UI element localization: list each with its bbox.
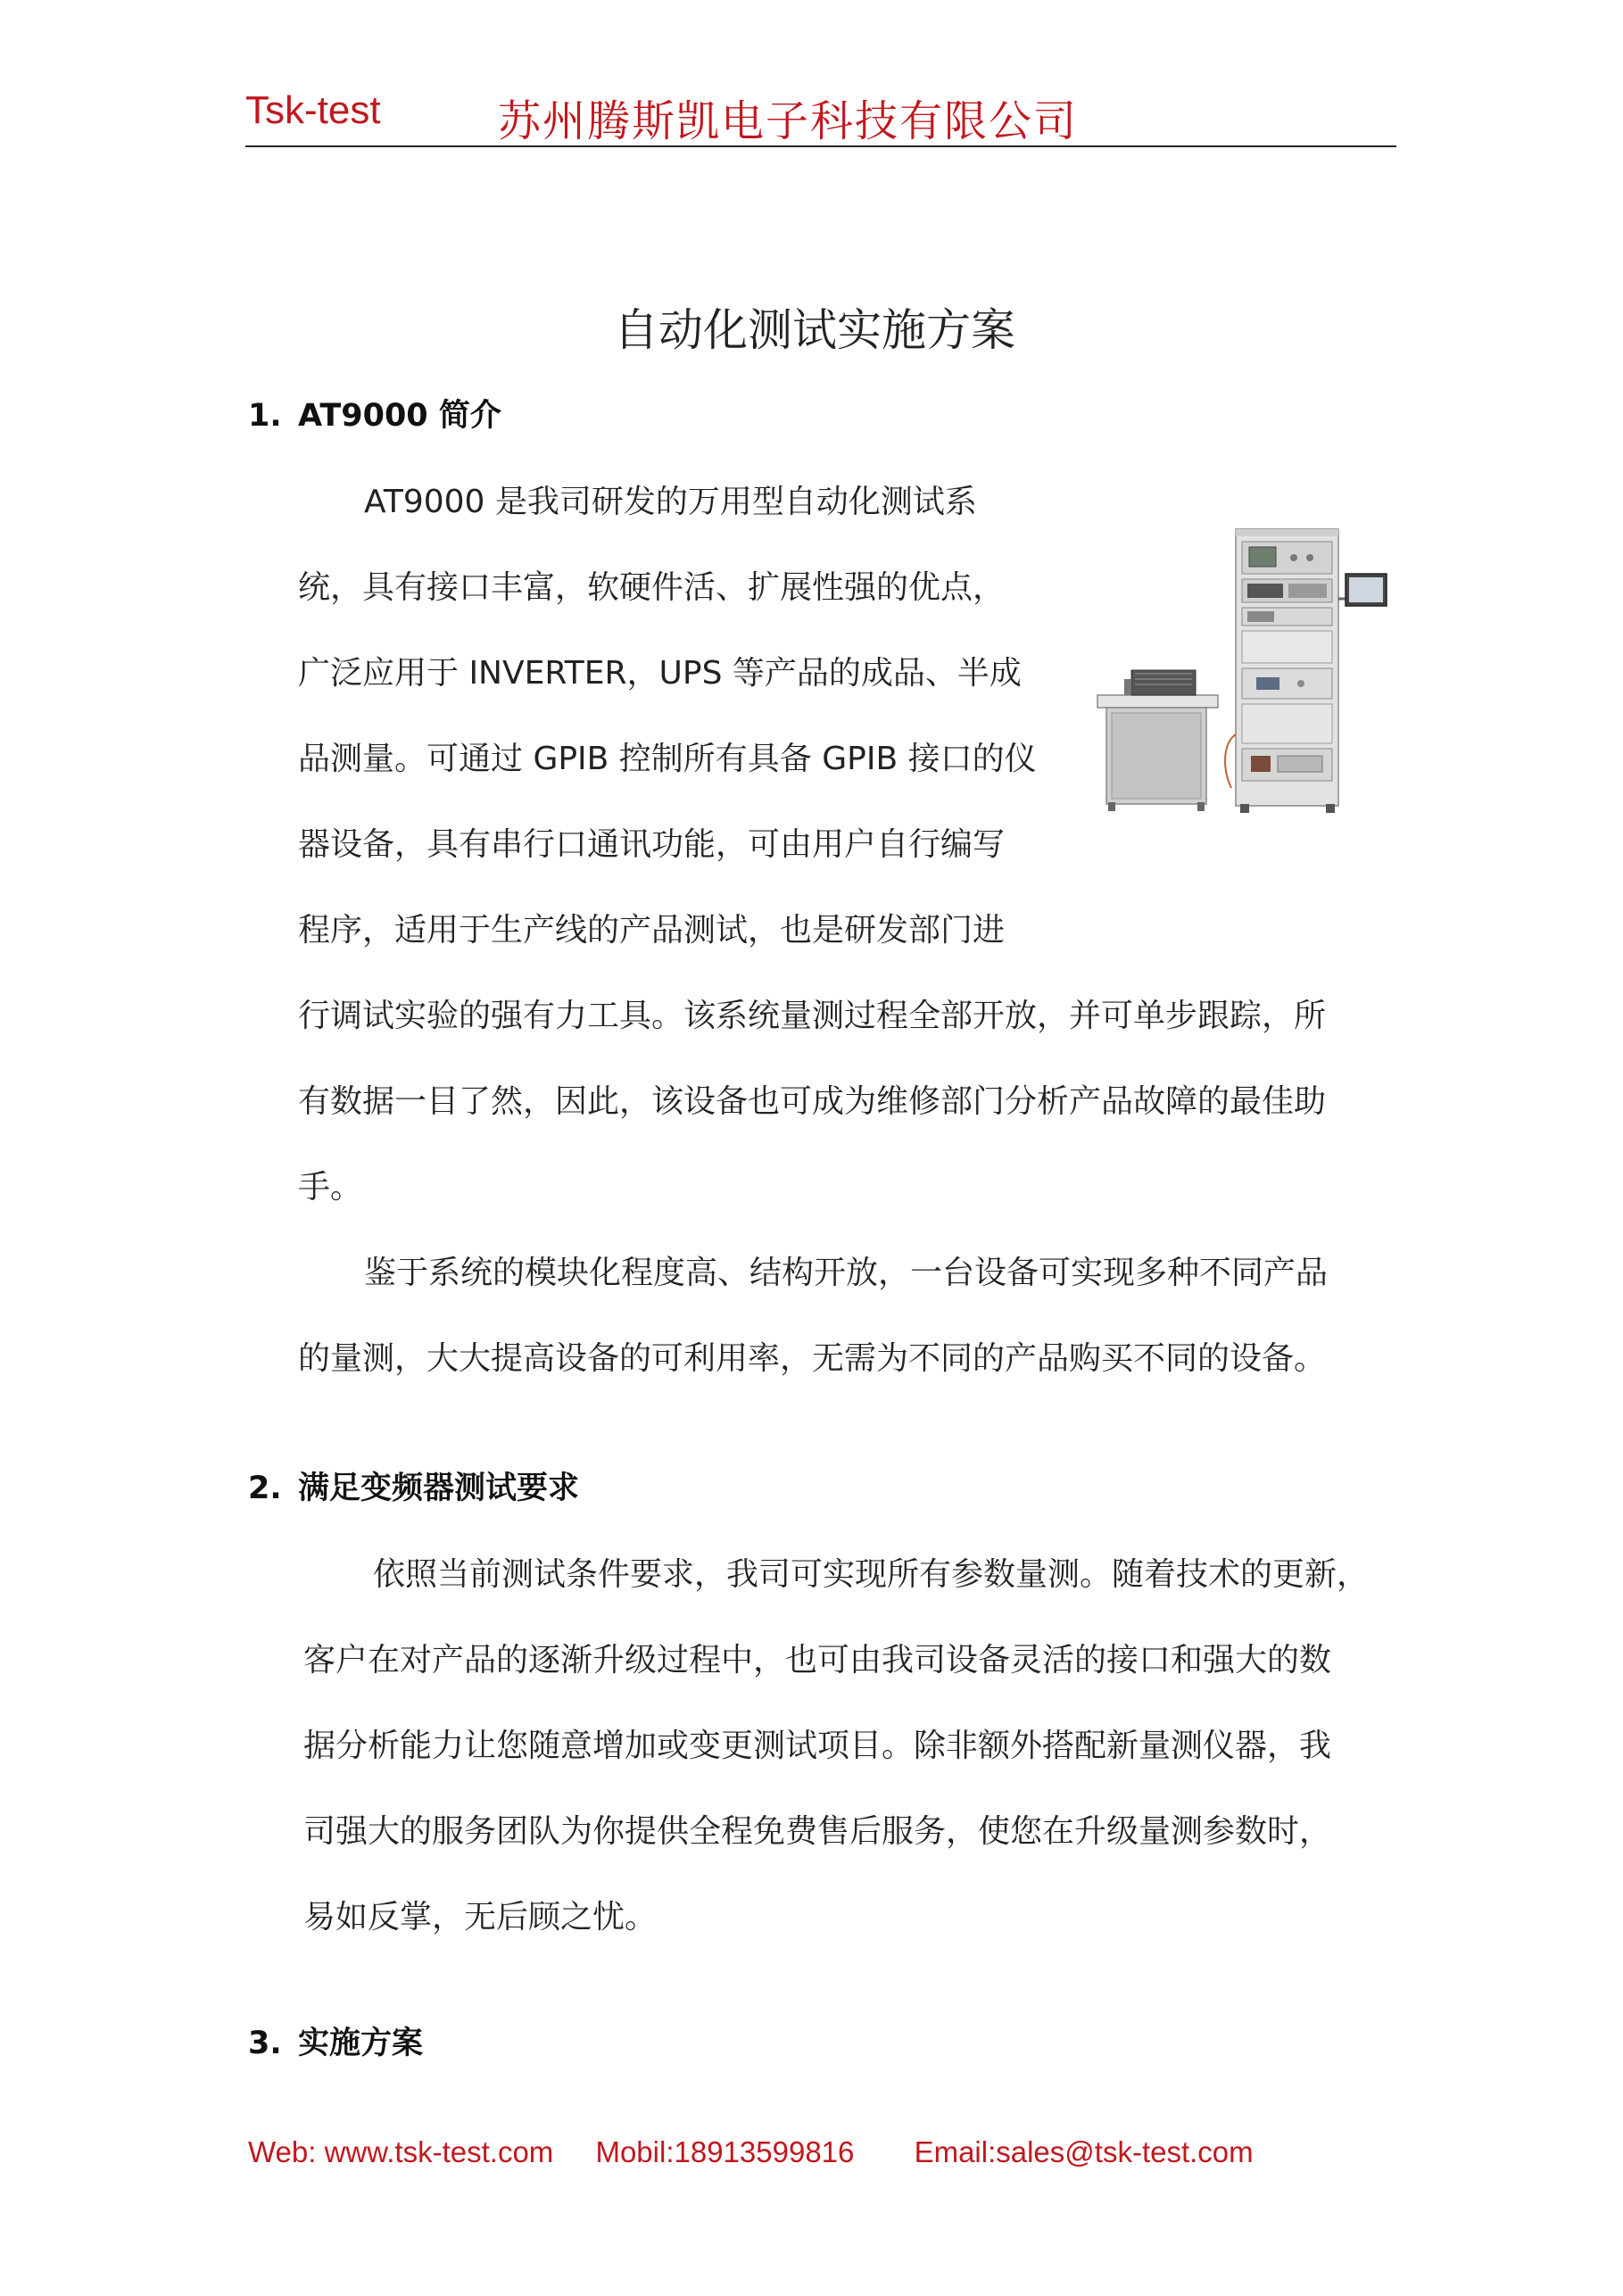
paragraph-line: 的量测，大大提高设备的可利用率，无需为不同的产品购买不同的设备。 <box>298 1340 1327 1377</box>
paragraph-line: 鉴于系统的模块化程度高、结构开放，一台设备可实现多种不同产品 <box>364 1255 1329 1291</box>
paragraph-line: 客户在对产品的逐渐升级过程中，也可由我司设备灵活的接口和强大的数 <box>303 1642 1332 1678</box>
section-heading-2 <box>248 1463 579 1508</box>
paragraph-line: 依照当前测试条件要求，我司可实现所有参数量测。随着技术的更新， <box>373 1556 1370 1593</box>
equipment-photo <box>1089 520 1392 824</box>
paragraph-line: 器设备，具有串行口通讯功能，可由用户自行编写 <box>298 826 1006 863</box>
section-number: 3. <box>248 2026 282 2061</box>
paragraph-line: 统，具有接口丰富，软硬件活、扩展性强的优点， <box>298 569 1006 606</box>
paragraph-line: 程序，适用于生产线的产品测试，也是研发部门进 <box>298 912 1006 949</box>
company-name: 苏州腾斯凯电子科技有限公司 <box>498 96 1079 146</box>
brand-name: Tsk-test <box>245 88 381 132</box>
section-title: 满足变频器测试要求 <box>298 1471 580 1506</box>
section-number: 1. <box>248 398 282 434</box>
footer-email: Email:sales@tsk-test.com <box>914 2135 1254 2168</box>
footer-web: Web: www.tsk-test.com <box>248 2135 554 2168</box>
paragraph-line: 司强大的服务团队为你提供全程免费售后服务，使您在升级量测参数时， <box>303 1813 1332 1850</box>
section-heading-3 <box>248 2018 423 2063</box>
footer-mobile: Mobil:18913599816 <box>595 2135 855 2168</box>
paragraph-line: 手。 <box>298 1169 363 1206</box>
section-title: AT9000 简介 <box>298 398 501 434</box>
paragraph-line: 行调试实验的强有力工具。该系统量测过程全部开放，并可单步跟踪，所 <box>298 998 1327 1034</box>
paragraph-line: 据分析能力让您随意增加或变更测试项目。除非额外搭配新量测仪器，我 <box>303 1728 1332 1764</box>
section-heading-1 <box>248 391 501 435</box>
page-footer <box>248 2135 1408 2169</box>
section-number: 2. <box>248 1471 282 1506</box>
paragraph-line: 广泛应用于 INVERTER，UPS 等产品的成品、半成 <box>298 655 1022 692</box>
document-title: 自动化测试实施方案 <box>614 304 1015 356</box>
paragraph-line: 品测量。可通过 GPIB 控制所有具备 GPIB 接口的仪 <box>298 741 1037 777</box>
paragraph-line: AT9000 是我司研发的万用型自动化测试系 <box>364 484 977 520</box>
page-header <box>245 85 1396 147</box>
section-title: 实施方案 <box>298 2026 424 2061</box>
paragraph-line: 易如反掌，无后顾之忧。 <box>303 1899 658 1935</box>
paragraph-line: 有数据一目了然，因此，该设备也可成为维修部门分析产品故障的最佳助 <box>298 1083 1327 1120</box>
